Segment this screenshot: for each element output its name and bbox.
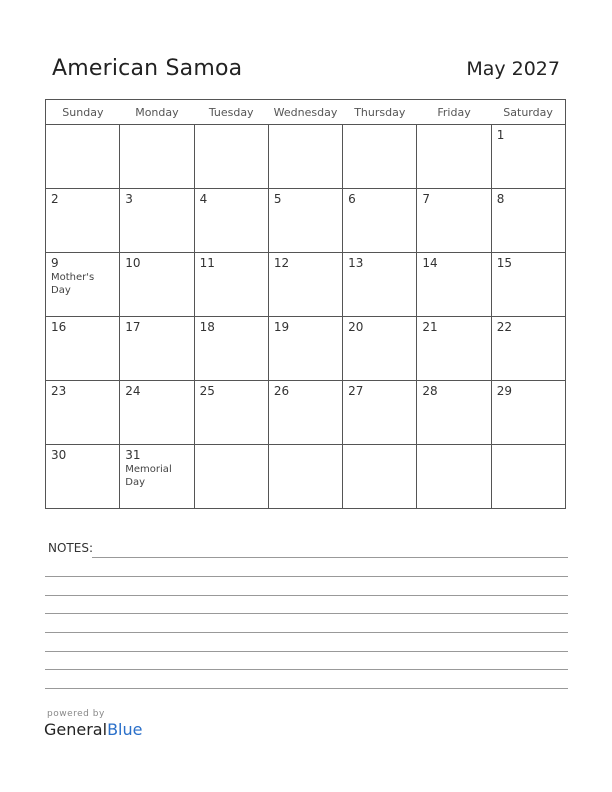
week-row xyxy=(46,381,566,445)
day-cell xyxy=(491,125,565,189)
day-number: 8 xyxy=(496,192,505,206)
day-cell xyxy=(46,381,120,445)
weekday-friday: Friday xyxy=(417,100,491,125)
day-cell xyxy=(417,125,491,189)
day-cell xyxy=(417,189,491,253)
day-cell xyxy=(491,317,565,381)
calendar-grid xyxy=(45,99,566,509)
day-number: 27 xyxy=(348,384,364,398)
calendar-title: American Samoa xyxy=(52,56,243,81)
day-number: 24 xyxy=(125,384,141,398)
day-number: 25 xyxy=(199,384,215,398)
day-number: 11 xyxy=(199,256,215,270)
weekday-monday: Monday xyxy=(120,100,194,125)
day-cell xyxy=(268,189,342,253)
holiday-label: Memorial Day xyxy=(125,464,172,488)
day-cell xyxy=(491,189,565,253)
day-number: 7 xyxy=(422,192,431,206)
day-cell xyxy=(343,317,417,381)
day-cell xyxy=(46,317,120,381)
day-cell xyxy=(194,253,268,317)
day-cell xyxy=(417,317,491,381)
week-row xyxy=(46,253,566,317)
day-cell xyxy=(194,317,268,381)
day-number: 18 xyxy=(199,320,215,334)
powered-by-text: powered by xyxy=(47,709,105,719)
day-number: 14 xyxy=(422,256,438,270)
day-cell xyxy=(46,253,120,317)
note-line xyxy=(45,613,568,614)
logo-blue: Blue xyxy=(107,720,143,739)
day-number: 2 xyxy=(51,192,59,206)
day-cell xyxy=(268,317,342,381)
day-number: 15 xyxy=(496,256,512,270)
note-line xyxy=(45,651,568,652)
day-number: 29 xyxy=(496,384,512,398)
day-number: 28 xyxy=(422,384,438,398)
day-cell xyxy=(46,445,120,509)
day-cell xyxy=(268,381,342,445)
weekday-wednesday: Wednesday xyxy=(268,100,342,125)
day-cell xyxy=(491,445,565,509)
holiday-label: Mother's Day xyxy=(51,272,95,296)
day-cell xyxy=(120,189,194,253)
day-number: 21 xyxy=(422,320,438,334)
day-number: 13 xyxy=(348,256,364,270)
day-cell xyxy=(194,381,268,445)
note-line xyxy=(45,669,568,670)
logo-general: General xyxy=(44,720,108,739)
day-number: 31 xyxy=(125,448,141,462)
day-number: 20 xyxy=(348,320,364,334)
day-number: 3 xyxy=(125,192,133,206)
day-cell xyxy=(343,125,417,189)
day-number: 9 xyxy=(51,256,59,270)
day-cell xyxy=(268,445,342,509)
day-cell xyxy=(343,381,417,445)
weekday-saturday: Saturday xyxy=(491,100,565,125)
day-cell xyxy=(417,445,491,509)
week-row xyxy=(46,125,566,189)
note-line xyxy=(45,632,568,633)
day-number: 17 xyxy=(125,320,141,334)
day-cell xyxy=(120,253,194,317)
day-number: 22 xyxy=(496,320,512,334)
note-line xyxy=(45,688,568,689)
week-row xyxy=(46,189,566,253)
note-line xyxy=(45,595,568,596)
note-line xyxy=(45,576,568,577)
generalblue-logo xyxy=(44,720,142,739)
day-cell xyxy=(46,125,120,189)
weekday-header-row xyxy=(46,100,566,125)
day-cell xyxy=(417,253,491,317)
day-number: 10 xyxy=(125,256,141,270)
day-number: 30 xyxy=(51,448,67,462)
day-cell xyxy=(120,381,194,445)
day-number: 1 xyxy=(496,128,505,142)
day-cell xyxy=(343,445,417,509)
day-cell xyxy=(343,253,417,317)
day-number: 23 xyxy=(51,384,67,398)
notes-label: NOTES: xyxy=(48,541,93,555)
weekday-thursday: Thursday xyxy=(343,100,417,125)
calendar-month: May 2027 xyxy=(466,58,560,80)
day-number: 16 xyxy=(51,320,67,334)
day-cell xyxy=(46,189,120,253)
day-number: 6 xyxy=(348,192,356,206)
week-row xyxy=(46,317,566,381)
day-cell xyxy=(417,381,491,445)
day-number: 26 xyxy=(273,384,290,398)
day-cell xyxy=(194,125,268,189)
day-cell xyxy=(120,317,194,381)
day-cell xyxy=(268,253,342,317)
day-cell xyxy=(491,381,565,445)
day-number: 4 xyxy=(199,192,208,206)
day-cell xyxy=(120,445,194,509)
weekday-tuesday: Tuesday xyxy=(194,100,268,125)
brand-footer[interactable] xyxy=(44,709,142,739)
day-number: 12 xyxy=(273,256,290,270)
week-row xyxy=(46,445,566,509)
day-cell xyxy=(194,189,268,253)
day-number: 19 xyxy=(273,320,290,334)
day-number: 5 xyxy=(273,192,282,206)
note-line xyxy=(92,557,568,558)
day-cell xyxy=(268,125,342,189)
day-cell xyxy=(194,445,268,509)
weekday-sunday: Sunday xyxy=(46,100,120,125)
day-cell xyxy=(120,125,194,189)
day-cell xyxy=(343,189,417,253)
day-cell xyxy=(491,253,565,317)
